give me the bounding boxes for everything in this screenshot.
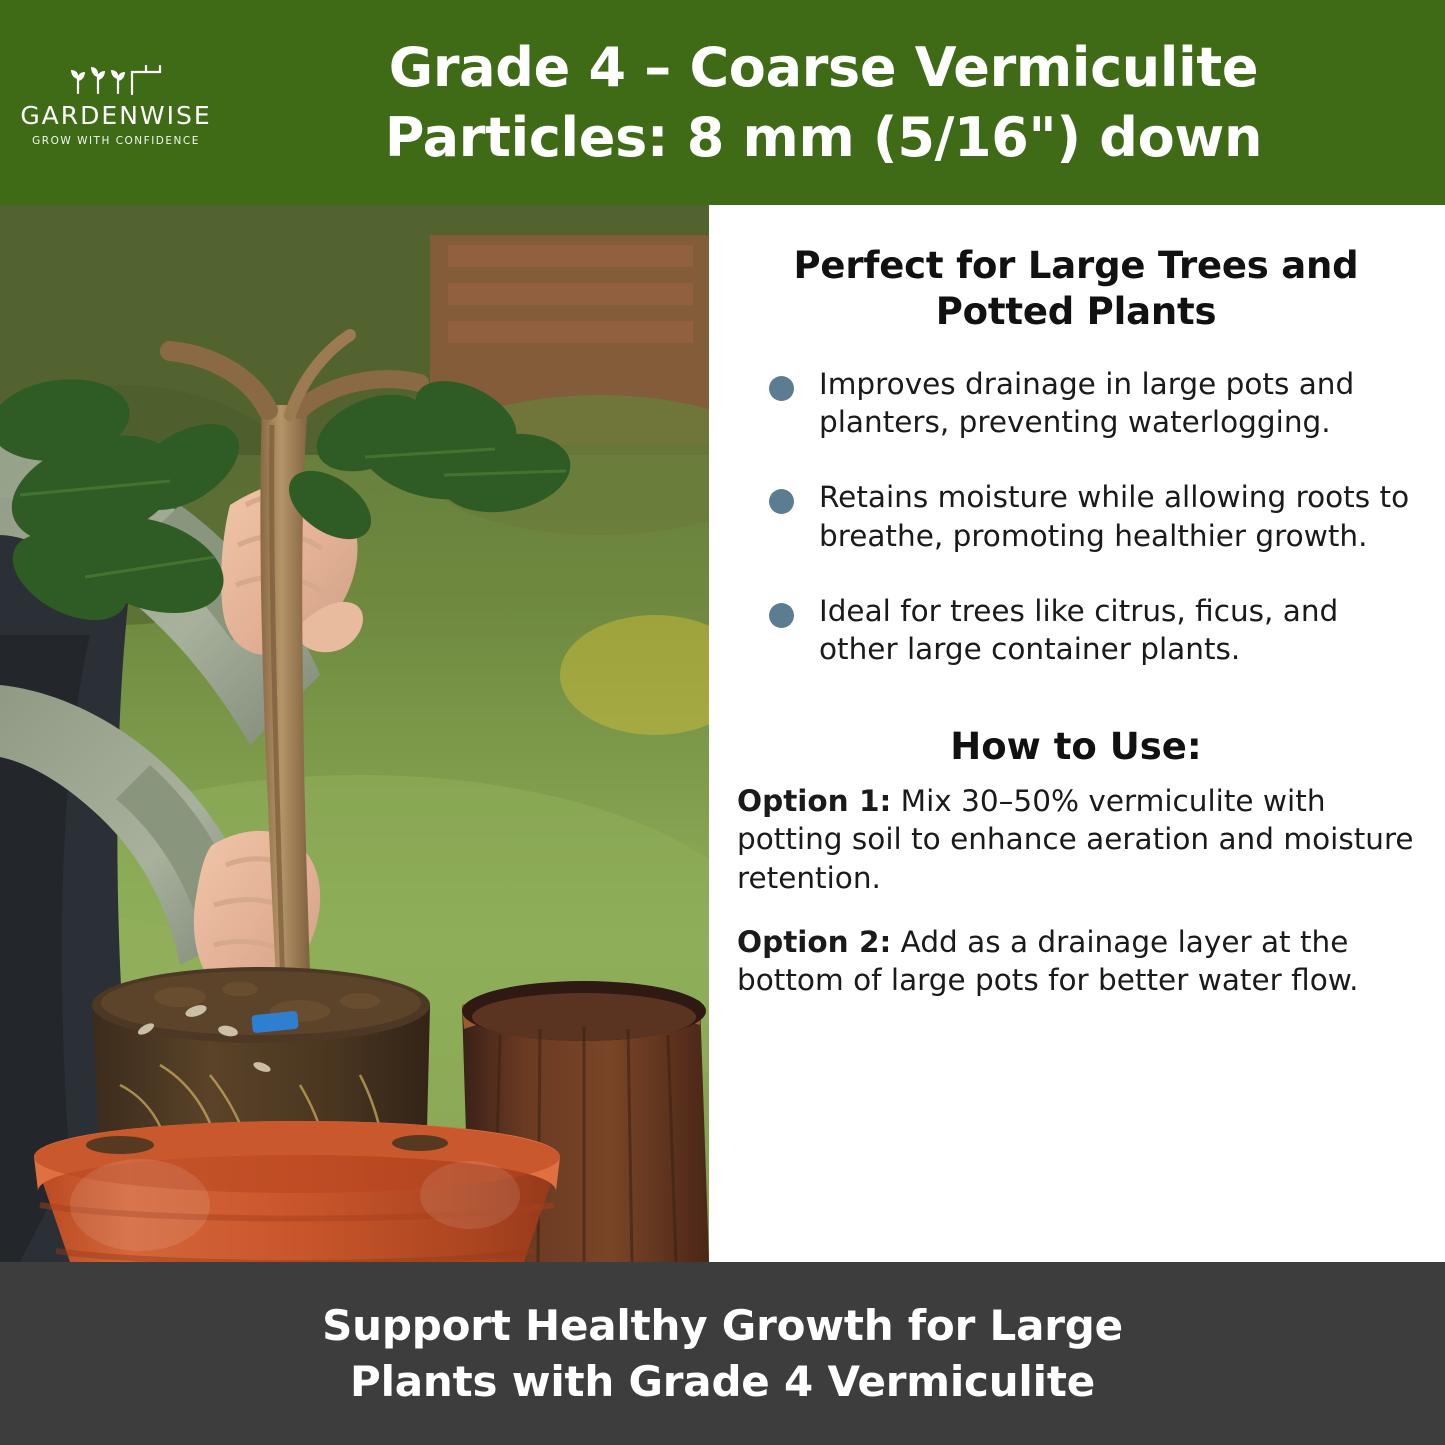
brand-name: GARDENWISE xyxy=(20,100,212,130)
list-item xyxy=(747,478,1415,555)
bullet-icon xyxy=(769,376,794,401)
footer-tagline xyxy=(322,1298,1123,1409)
benefits-list xyxy=(747,365,1415,669)
option-2-text: Add as a drainage layer at the bottom of large pots for better water flow. xyxy=(737,924,1359,998)
option-2 xyxy=(737,923,1415,1000)
option-1 xyxy=(737,782,1415,897)
brand-logo xyxy=(0,59,232,147)
product-photo xyxy=(0,205,709,1262)
option-2-label: Option 2: xyxy=(737,924,892,959)
page-title xyxy=(232,33,1445,171)
benefit-text: Ideal for trees like citrus, ficus, and other large container plants. xyxy=(819,594,1339,667)
footer-line2: Plants with Grade 4 Vermiculite xyxy=(350,1356,1095,1406)
benefit-text: Retains moisture while allowing roots to breathe, promoting healthier growth. xyxy=(819,480,1410,553)
main-section xyxy=(0,205,1445,1262)
option-1-label: Option 1: xyxy=(737,783,892,818)
brand-tagline: GROW WITH CONFIDENCE xyxy=(32,134,200,147)
page-title-line2: Particles: 8 mm (5/16") down xyxy=(384,105,1263,169)
bullet-icon xyxy=(769,603,794,628)
header-banner xyxy=(0,0,1445,205)
benefit-text: Improves drainage in large pots and planters, preventing waterlogging. xyxy=(819,366,1355,440)
list-item xyxy=(747,592,1415,669)
bullet-icon xyxy=(769,489,794,514)
content-column xyxy=(709,205,1445,1262)
option-1-text: Mix 30–50% vermiculite with potting soil to enhance aeration and moisture retention. xyxy=(737,783,1414,895)
footer-banner xyxy=(0,1262,1445,1445)
page-title-line1: Grade 4 – Coarse Vermiculite xyxy=(388,36,1259,100)
sprouts-icon xyxy=(68,63,164,101)
content-heading: Perfect for Large Trees and Potted Plants xyxy=(793,244,1359,333)
howto-heading: How to Use: xyxy=(950,724,1202,768)
list-item xyxy=(747,365,1415,442)
footer-line1: Support Healthy Growth for Large xyxy=(322,1301,1123,1351)
